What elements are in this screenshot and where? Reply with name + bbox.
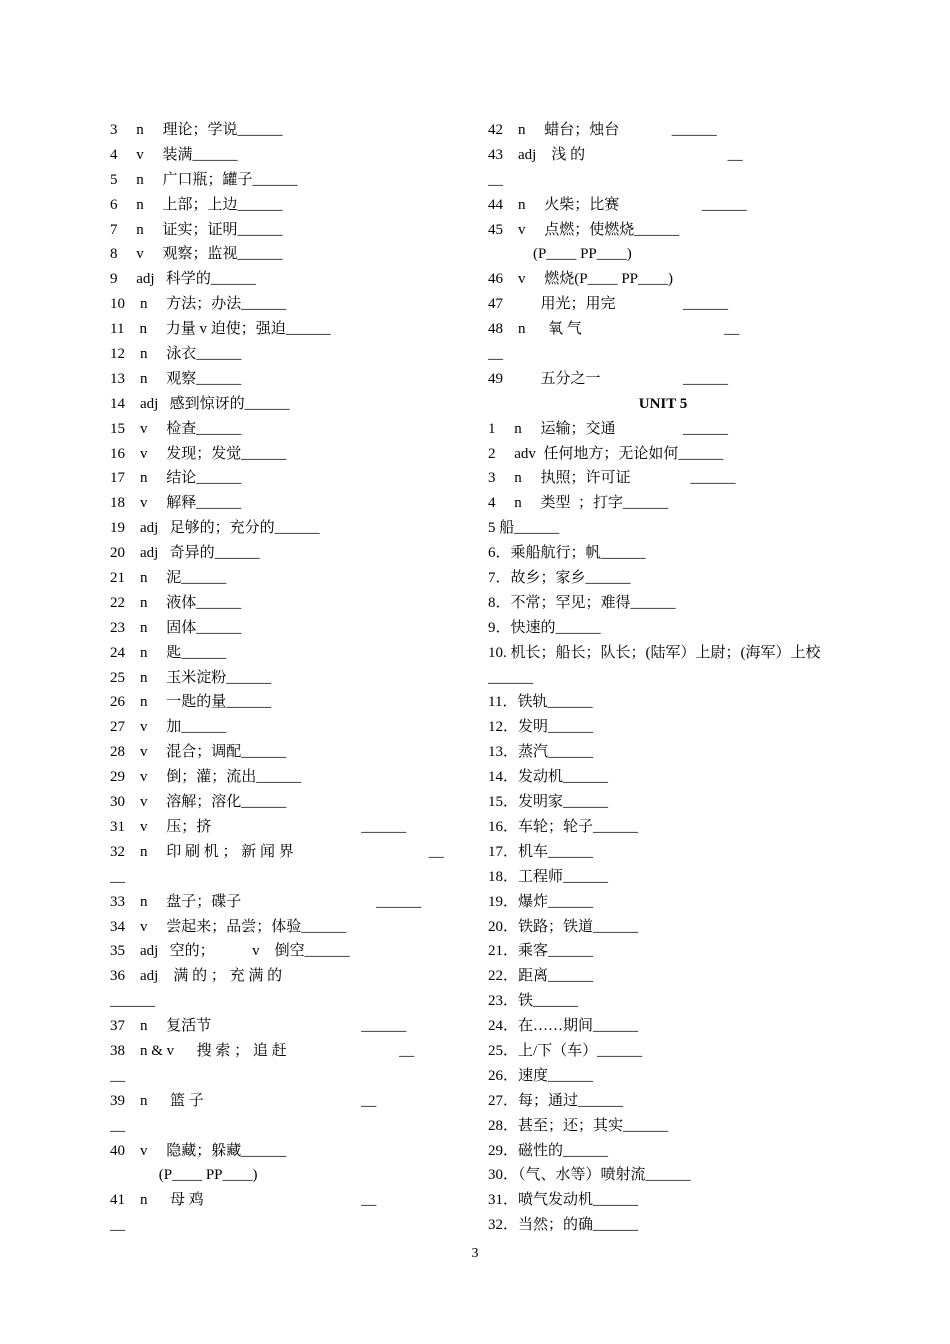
vocab-line: (P____ PP____) [110, 1167, 258, 1184]
vocab-line: 16 v 发现；发觉______ [110, 445, 287, 462]
vocab-line: 19 adj 足够的；充分的______ [110, 520, 320, 537]
vocab-line: 9 adj 科学的______ [110, 271, 256, 288]
vocab-line: __ [110, 1217, 125, 1234]
vocab-line: 26．速度______ [488, 1067, 594, 1084]
vocab-line: ______ [110, 993, 155, 1010]
vocab-line: 7．故乡；家乡______ [488, 570, 631, 587]
vocab-line: 40 v 隐藏；躲藏______ [110, 1142, 287, 1159]
vocab-line: 14．发动机______ [488, 769, 609, 786]
vocab-line: 6．乘船航行；帆______ [488, 545, 646, 562]
vocab-line: 31．喷气发动机______ [488, 1192, 639, 1209]
vocab-line: 32 n 印 刷 机 ； 新 闻 界 __ [110, 843, 444, 860]
right-column [488, 118, 838, 1238]
vocab-line: 7 n 证实；证明______ [110, 221, 283, 238]
vocab-line: 27 v 加______ [110, 719, 227, 736]
vocab-line: 11．铁轨______ [488, 694, 593, 711]
vocab-line: 43 adj 浅 的 __ [488, 146, 743, 163]
vocab-line: __ [110, 868, 125, 885]
vocab-line: 25 n 玉米淀粉______ [110, 669, 272, 686]
vocab-line: 23．铁______ [488, 993, 579, 1010]
vocab-line: 28 v 混合；调配______ [110, 744, 287, 761]
vocab-line: 21．乘客______ [488, 943, 594, 960]
vocab-line: 8．不常；罕见；难得______ [488, 594, 676, 611]
vocab-line: 47 用光；用完 ______ [488, 296, 729, 313]
vocab-line: 3 n 执照；许可证 ______ [488, 470, 736, 487]
vocab-line: 18 v 解释______ [110, 495, 242, 512]
vocab-line: 15 v 检查______ [110, 420, 242, 437]
vocab-line: 17 n 结论______ [110, 470, 242, 487]
vocab-line: 20．铁路；铁道______ [488, 918, 639, 935]
vocab-line: 5 船______ [488, 520, 560, 537]
vocab-line: 23 n 固体______ [110, 619, 242, 636]
vocab-line: 38 n & v 搜 索 ； 追 赶 __ [110, 1042, 415, 1059]
vocab-line: 2 adv 任何地方；无论如何______ [488, 445, 724, 462]
vocab-line: 13．蒸汽______ [488, 744, 594, 761]
vocab-line: 48 n 氧 气 __ [488, 321, 740, 338]
vocab-line: 41 n 母 鸡 __ [110, 1192, 377, 1209]
vocab-line: 45 v 点燃；使燃烧______ [488, 221, 680, 238]
vocab-line: __ [488, 346, 503, 363]
vocab-line: ______ [488, 669, 533, 686]
vocab-line: 37 n 复活节 ______ [110, 1018, 407, 1035]
vocab-line: 6 n 上部；上边______ [110, 196, 283, 213]
vocab-line: 3 n 理论；学说______ [110, 122, 283, 138]
vocab-line: 4 v 装满______ [110, 146, 238, 163]
vocab-line: 4 n 类型 ；打字______ [488, 495, 669, 512]
vocab-line: __ [110, 1117, 125, 1134]
vocab-line: 30 v 溶解；溶化______ [110, 794, 287, 811]
vocab-line: 12 n 泳衣______ [110, 346, 242, 363]
vocab-line: 5 n 广口瓶；罐子______ [110, 171, 298, 188]
vocab-line: 28．甚至；还；其实______ [488, 1117, 669, 1134]
vocab-line: 35 adj 空的； v 倒空______ [110, 943, 350, 960]
vocab-line: 25．上/下（车）______ [488, 1042, 643, 1059]
vocab-line: 29 v 倒；灌；流出______ [110, 769, 302, 786]
vocab-line: 36 adj 满 的 ； 充 满 的 [110, 968, 283, 985]
vocab-line: 9．快速的______ [488, 619, 601, 636]
vocab-line: 27．每；通过______ [488, 1092, 624, 1109]
vocab-line: 49 五分之一 ______ [488, 370, 729, 387]
vocab-line: 12．发明______ [488, 719, 594, 736]
vocab-line: 32．当然；的确______ [488, 1217, 639, 1234]
vocab-line: __ [488, 171, 503, 188]
vocab-line: 11 n 力量 v 迫使；强迫______ [110, 321, 331, 338]
vocab-line: 18．工程师______ [488, 868, 609, 885]
vocab-line: 15．发明家______ [488, 794, 609, 811]
vocab-line: 33 n 盘子；碟子 ______ [110, 893, 422, 910]
page-number: 3 [471, 1246, 479, 1261]
vocab-line: (P____ PP____) [488, 246, 632, 263]
vocab-line: 39 n 篮 子 __ [110, 1092, 377, 1109]
vocab-line: 10 n 方法；办法______ [110, 296, 287, 313]
vocab-line: 29．磁性的______ [488, 1142, 609, 1159]
vocab-line: 10. 机长；船长；队长；(陆军）上尉；(海军）上校 [488, 644, 821, 661]
vocab-line: 22．距离______ [488, 968, 594, 985]
vocab-line: 1 n 运输；交通 ______ [488, 420, 729, 437]
vocab-line: 30．（气、水等）喷射流______ [488, 1167, 691, 1184]
left-column [110, 118, 460, 1238]
vocab-line: 42 n 蜡台；烛台 ______ [488, 122, 717, 138]
vocab-line: 44 n 火柴；比赛 ______ [488, 196, 747, 213]
vocab-line: 22 n 液体______ [110, 594, 242, 611]
vocab-line: 13 n 观察______ [110, 370, 242, 387]
vocab-line: 14 adj 感到惊讶的______ [110, 395, 290, 412]
unit-heading: UNIT 5 [638, 395, 688, 412]
vocab-line: 17．机车______ [488, 843, 594, 860]
vocab-line: 20 adj 奇异的______ [110, 545, 260, 562]
vocab-line: 46 v 燃烧(P____ PP____) [488, 271, 674, 288]
vocab-line: 24．在……期间______ [488, 1018, 639, 1035]
vocab-line: 24 n 匙______ [110, 644, 227, 661]
vocab-line: 34 v 尝起来；品尝；体验______ [110, 918, 347, 935]
vocab-line: 21 n 泥______ [110, 570, 227, 587]
vocab-line: 8 v 观察；监视______ [110, 246, 283, 263]
vocab-line: __ [110, 1067, 125, 1084]
vocab-line: 19．爆炸______ [488, 893, 594, 910]
vocab-line: 16．车轮；轮子______ [488, 818, 639, 835]
vocab-line: 26 n 一匙的量______ [110, 694, 272, 711]
vocab-line: 31 v 压；挤 ______ [110, 818, 407, 835]
